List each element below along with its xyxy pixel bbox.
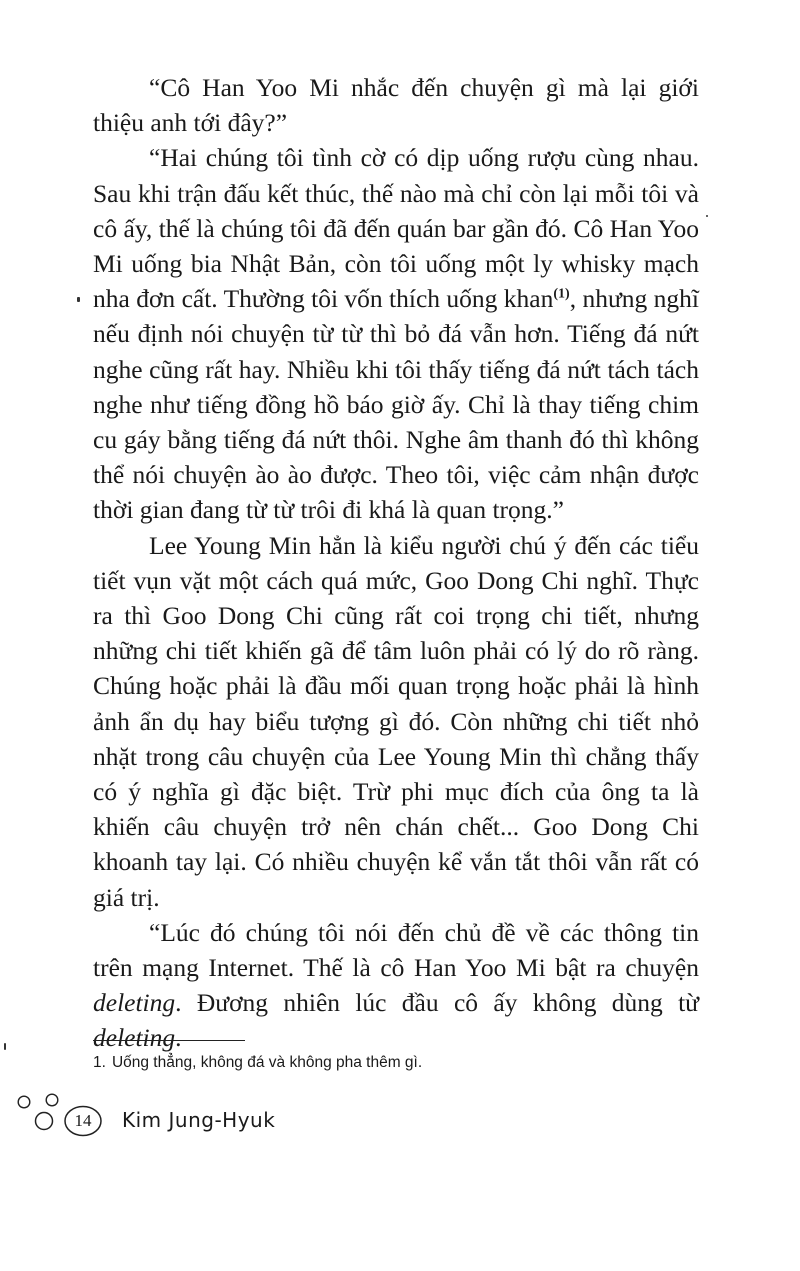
italic-term: deleting (93, 1023, 176, 1053)
paragraph-4-text-mid: . Đương nhiên lúc đầu cô ấy không dùng từ (175, 988, 699, 1018)
paragraph-2-text-start: “Hai chúng tôi tình cờ có dịp uống rượu cùng nhau. Sau khi trận đấu kết thúc, thế nào mà chỉ còn lại mỗi tôi và cô ấy, thế là chúng tôi đã đến quán bar gần đó. Cô Han Yoo Mi uống bia Nhật Bản, còn tôi uống một ly whisky mạch nha đơn cất. Thường tôi vốn thích uống khan (93, 143, 699, 314)
margin-speck (706, 215, 708, 217)
paragraph-4 (93, 915, 699, 1056)
paragraph-4-text-start: “Lúc đó chúng tôi nói đến chủ đề về các thông tin trên mạng Internet. Thế là cô Han Yoo Mi bật ra chuyện (93, 917, 699, 983)
paragraph-2-text-end: , nhưng nghĩ nếu định nói chuyện từ từ thì bỏ đá vẫn hơn. Tiếng đá nứt nghe cũng rất hay. Nhiều khi tôi thấy tiếng đá nứt tách tách nghe như tiếng đồng hồ báo giờ ấy. Chỉ là thay tiếng chim cu gáy bằng tiếng đá nứt thôi. Nghe âm thanh đó thì không thể nói chuyện ào ào được. Theo tôi, việc cảm nhận được thời gian đang từ từ trôi đi khá là quan trọng.” (93, 284, 700, 525)
page-number: 14 (74, 1111, 92, 1130)
paragraph-3-text: Lee Young Min hẳn là kiểu người chú ý đến các tiểu tiết vụn vặt một cách quá mức, Goo Dong Chi nghĩ. Thực ra thì Goo Dong Chi cũng rất coi trọng chi tiết, nhưng những chi tiết khiến gã để tâm luôn phải có lý do rõ ràng. Chúng hoặc phải là đầu mối quan trọng hoặc phải là hình ảnh ẩn dụ hay biểu tượng gì đó. Còn những chi tiết nhỏ nhặt trong câu chuyện của Lee Young Min thì chẳng thấy có ý nghĩa gì đặc biệt. Trừ phi mục đích của ông ta là khiến câu chuyện trở nên chán chết... Goo Dong Chi khoanh tay lại. Có nhiều chuyện kể vắn tắt thôi vẫn rất có giá trị. (93, 530, 699, 912)
footnote-divider (93, 1040, 245, 1041)
footnote (93, 1053, 693, 1073)
paragraph-2 (93, 140, 699, 527)
italic-term: deleting (93, 988, 176, 1018)
paragraph-3 (93, 528, 699, 915)
margin-speck (4, 1043, 6, 1050)
footnote-number: 1. (93, 1054, 106, 1071)
running-head-author: Kim Jung-Hyuk (122, 1108, 276, 1132)
page-folio (14, 1088, 334, 1148)
paragraph-1-text: “Cô Han Yoo Mi nhắc đến chuyện gì mà lại giới thiệu anh tới đây?” (93, 73, 699, 138)
paragraph-4-text-end: . (175, 1023, 182, 1053)
footnote-text: Uống thẳng, không đá và không pha thêm gì. (111, 1054, 423, 1071)
margin-speck (77, 297, 80, 302)
footnote-reference: (1) (553, 286, 570, 302)
paragraph-1 (93, 70, 699, 140)
body-text (93, 70, 699, 1056)
